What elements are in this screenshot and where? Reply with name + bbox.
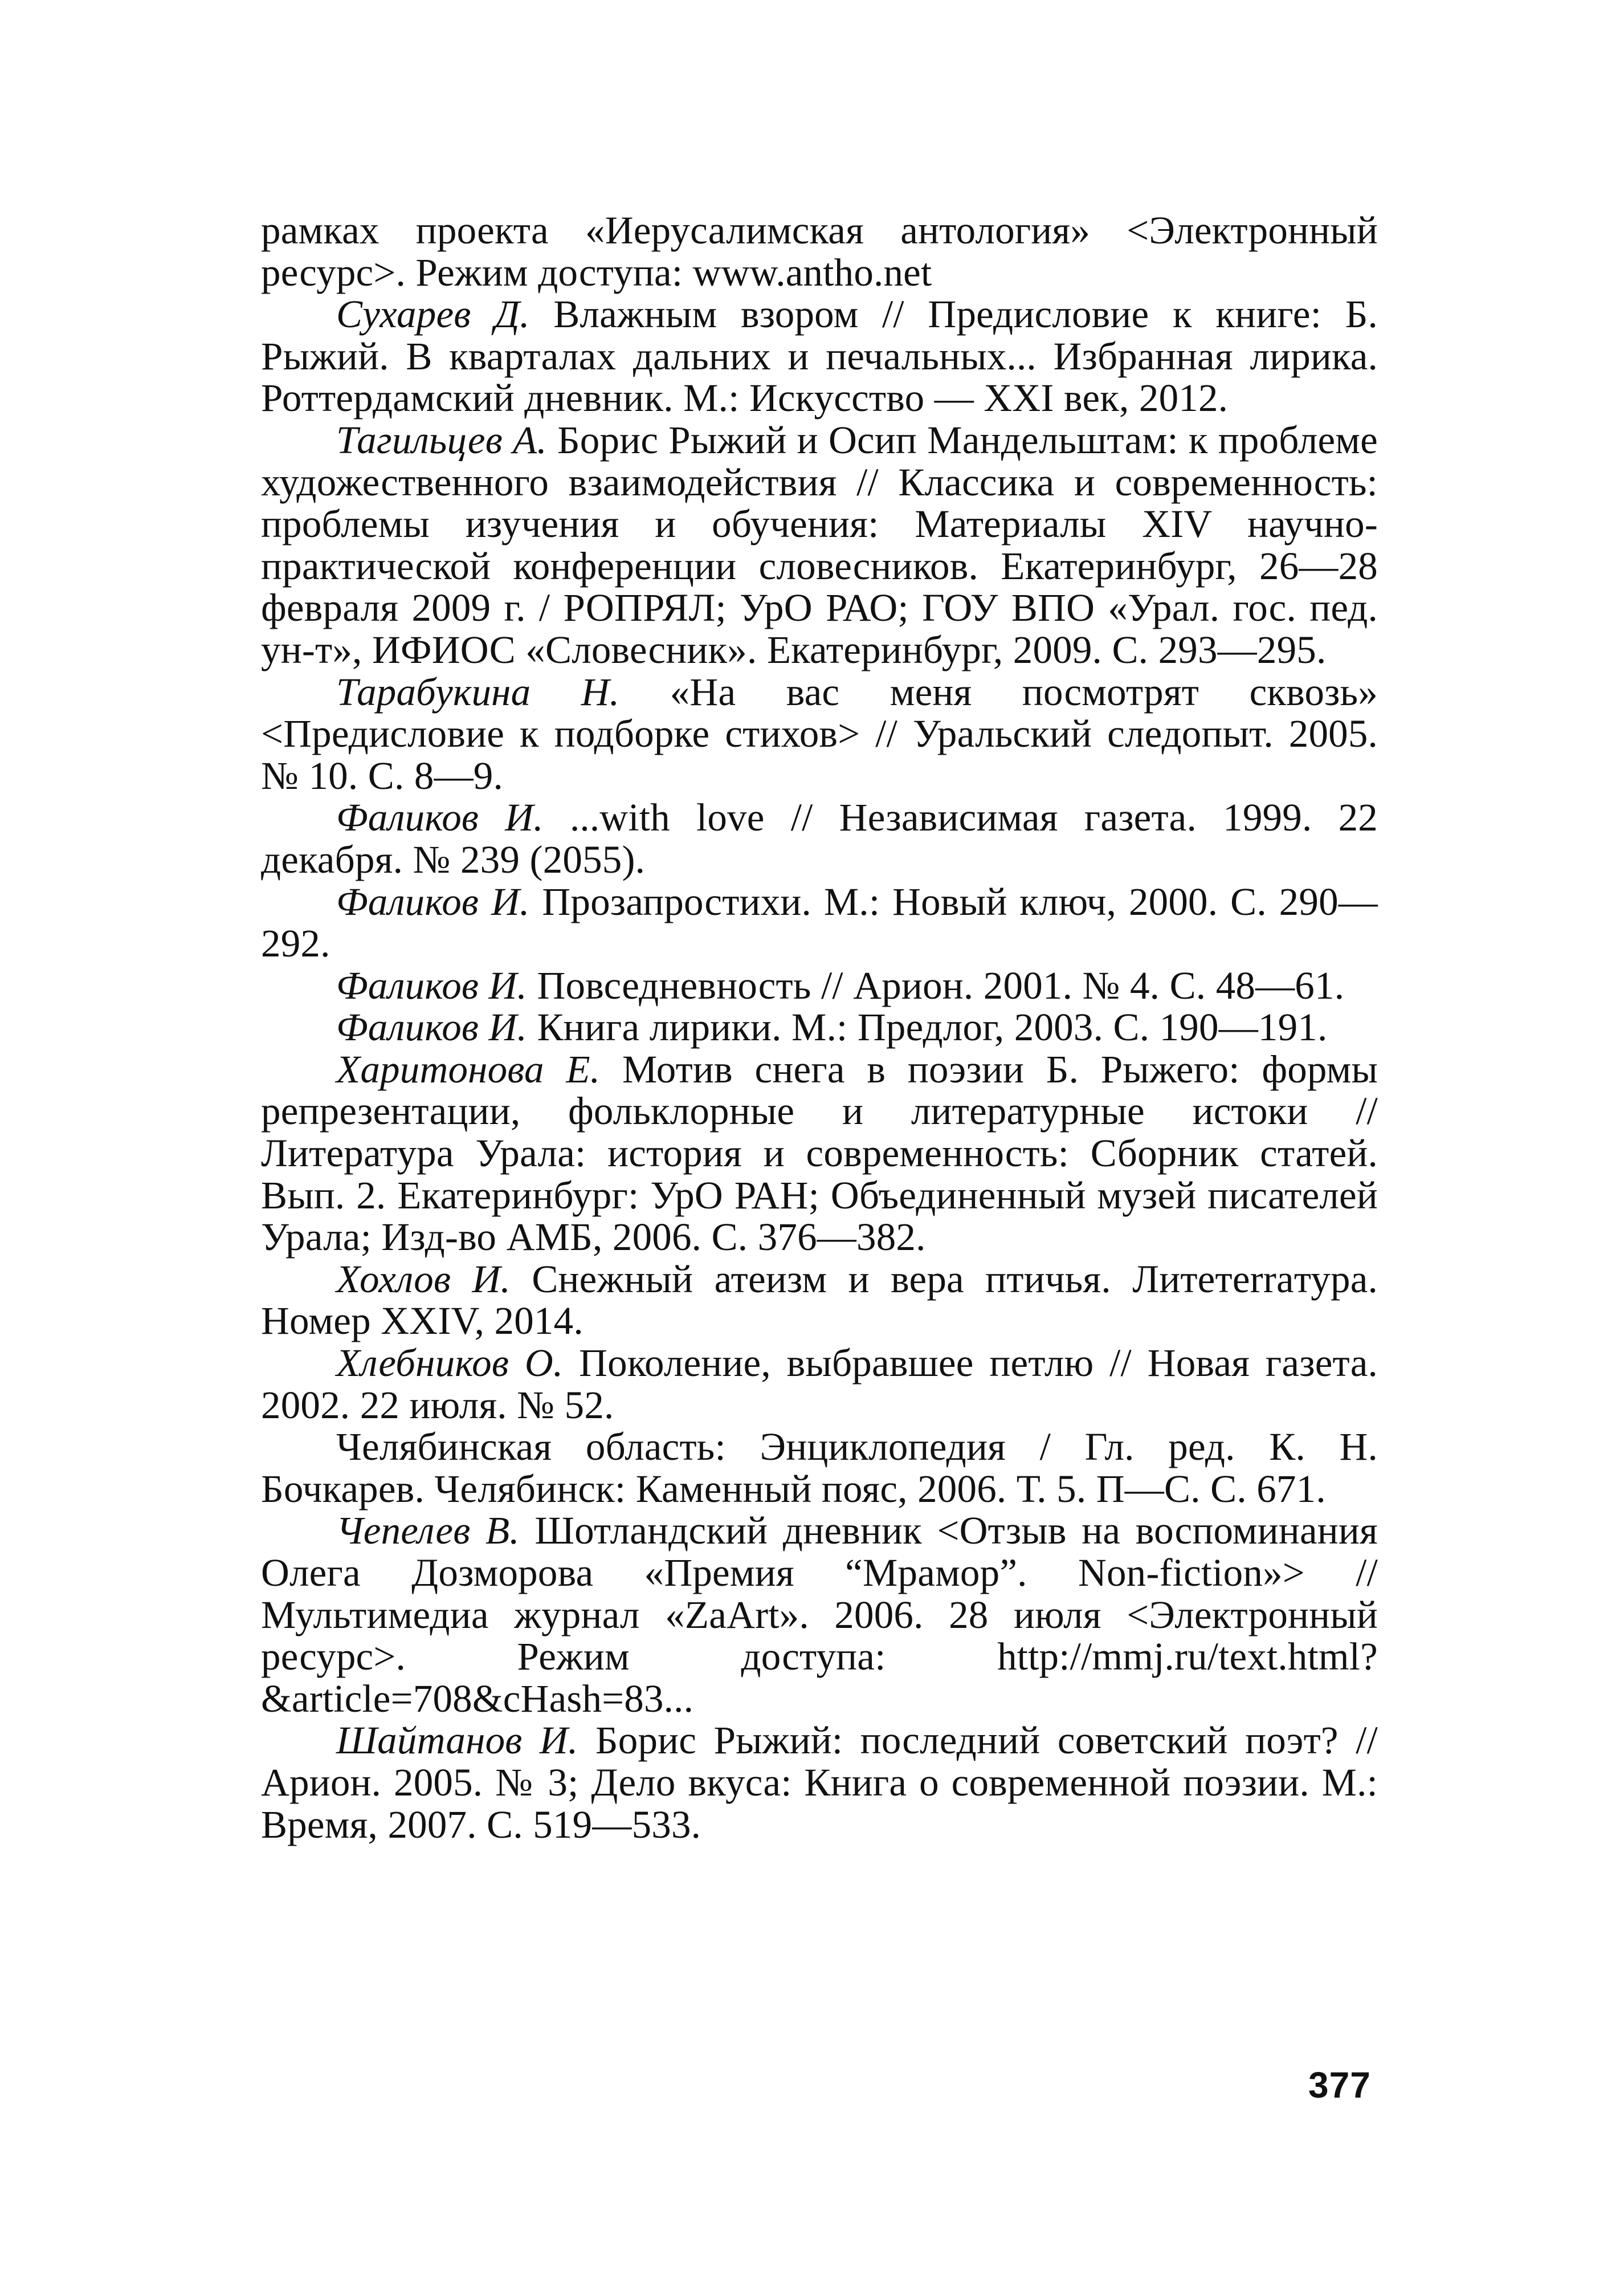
bibliography-entry xyxy=(261,1510,1378,1720)
bibliography-entry xyxy=(261,1259,1378,1342)
entry-author: Фаликов И. xyxy=(336,796,544,840)
bibliography-list xyxy=(261,210,1378,1846)
entry-author: Шайтанов И. xyxy=(336,1719,578,1762)
entry-text: Челябинская область: Энциклопедия / Гл. ред. К. Н. Бочкарев. Челябинск: Каменный пояс, 2006. Т. 5. П—С. С. 671. xyxy=(261,1425,1378,1510)
entry-text: Повседневность // Арион. 2001. № 4. С. 48—61. xyxy=(527,963,1345,1007)
entry-text: Мотив снега в поэзии Б. Рыжего: формы репрезентации, фольклорные и литературные истоки // Литература Урала: история и современность: Сборник статей. Вып. 2. Екатеринбург: УрО РАН; Объединенный музей писателей Урала; Изд-во АМБ, 2006. С. 376—382. xyxy=(261,1047,1378,1259)
bibliography-entry xyxy=(261,1007,1378,1049)
entry-text: рамках проекта «Иерусалимская антология» <Электронный ресурс>. Режим доступа: www.antho.net xyxy=(261,209,1378,294)
entry-author: Харитонова Е. xyxy=(336,1047,601,1091)
entry-author: Фаликов И. xyxy=(336,880,530,923)
entry-text: Снежный атеизм и вера птичья. Литетerraтура. Номер XXIV, 2014. xyxy=(261,1257,1378,1343)
entry-text: «На вас меня посмотрят сквозь» <Предисловие к подборке стихов> // Уральский следопыт. 2005. № 10. С. 8—9. xyxy=(261,670,1378,797)
entry-text: Борис Рыжий: последний советский поэт? // Арион. 2005. № 3; Дело вкуса: Книга о современной поэзии. М.: Время, 2007. С. 519—533. xyxy=(261,1719,1378,1846)
entry-author: Фаликов И. xyxy=(336,963,528,1007)
entry-author: Сухарев Д. xyxy=(336,292,530,336)
entry-author: Чепелев В. xyxy=(336,1509,520,1553)
bibliography-entry xyxy=(261,210,1378,294)
entry-text: Шотландский дневник <Отзыв на воспоминания Олега Дозморова «Премия “Мрамор”. Non-fiction»> // Мультимедиа журнал «ZaArt». 2006. 28 июля <Электронный ресурс>. Режим доступа: http://mmj.ru/text.html?&article=708&cHash=83... xyxy=(261,1509,1378,1720)
entry-text: Книга лирики. М.: Предлог, 2003. С. 190—191. xyxy=(527,1005,1328,1049)
bibliography-entry xyxy=(261,1049,1378,1259)
entry-author: Тагильцев А. xyxy=(336,418,547,462)
entry-text: Влажным взором // Предисловие к книге: Б. Рыжий. В кварталах дальних и печальных... Избранная лирика. Роттердамский дневник. М.: Искусство — XXI век, 2012. xyxy=(261,292,1378,420)
bibliography-entry xyxy=(261,797,1378,881)
entry-text: Борис Рыжий и Осип Мандельштам: к проблеме художественного взаимодействия // Классика и современность: проблемы изучения и обучения: Материалы XIV научно-практической конференции словесников. Екатеринбург, 26—28 февраля 2009 г. / РОПРЯЛ; УрО РАО; ГОУ ВПО «Урал. гос. пед. ун-т», ИФИОС «Словесник». Екатеринбург, 2009. С. 293—295. xyxy=(261,418,1378,671)
bibliography-entry xyxy=(261,965,1378,1007)
bibliography-entry xyxy=(261,1720,1378,1846)
entry-author: Хлебников О. xyxy=(336,1341,564,1385)
entry-author: Хохлов И. xyxy=(336,1257,511,1301)
bibliography-entry xyxy=(261,671,1378,797)
bibliography-entry xyxy=(261,294,1378,420)
entry-text: Поколение, выбравшее петлю // Новая газета. 2002. 22 июля. № 52. xyxy=(261,1341,1378,1427)
bibliography-entry xyxy=(261,881,1378,965)
page-number: 377 xyxy=(1308,2065,1371,2106)
entry-author: Фаликов И. xyxy=(336,1005,528,1049)
bibliography-entry xyxy=(261,1342,1378,1426)
bibliography-entry xyxy=(261,1426,1378,1510)
entry-text: Прозапростихи. М.: Новый ключ, 2000. С. 290—292. xyxy=(261,880,1378,966)
bibliography-entry xyxy=(261,420,1378,671)
entry-author: Тарабукина Н. xyxy=(336,670,620,714)
entry-text: ...with love // Независимая газета. 1999. 22 декабря. № 239 (2055). xyxy=(261,796,1378,881)
